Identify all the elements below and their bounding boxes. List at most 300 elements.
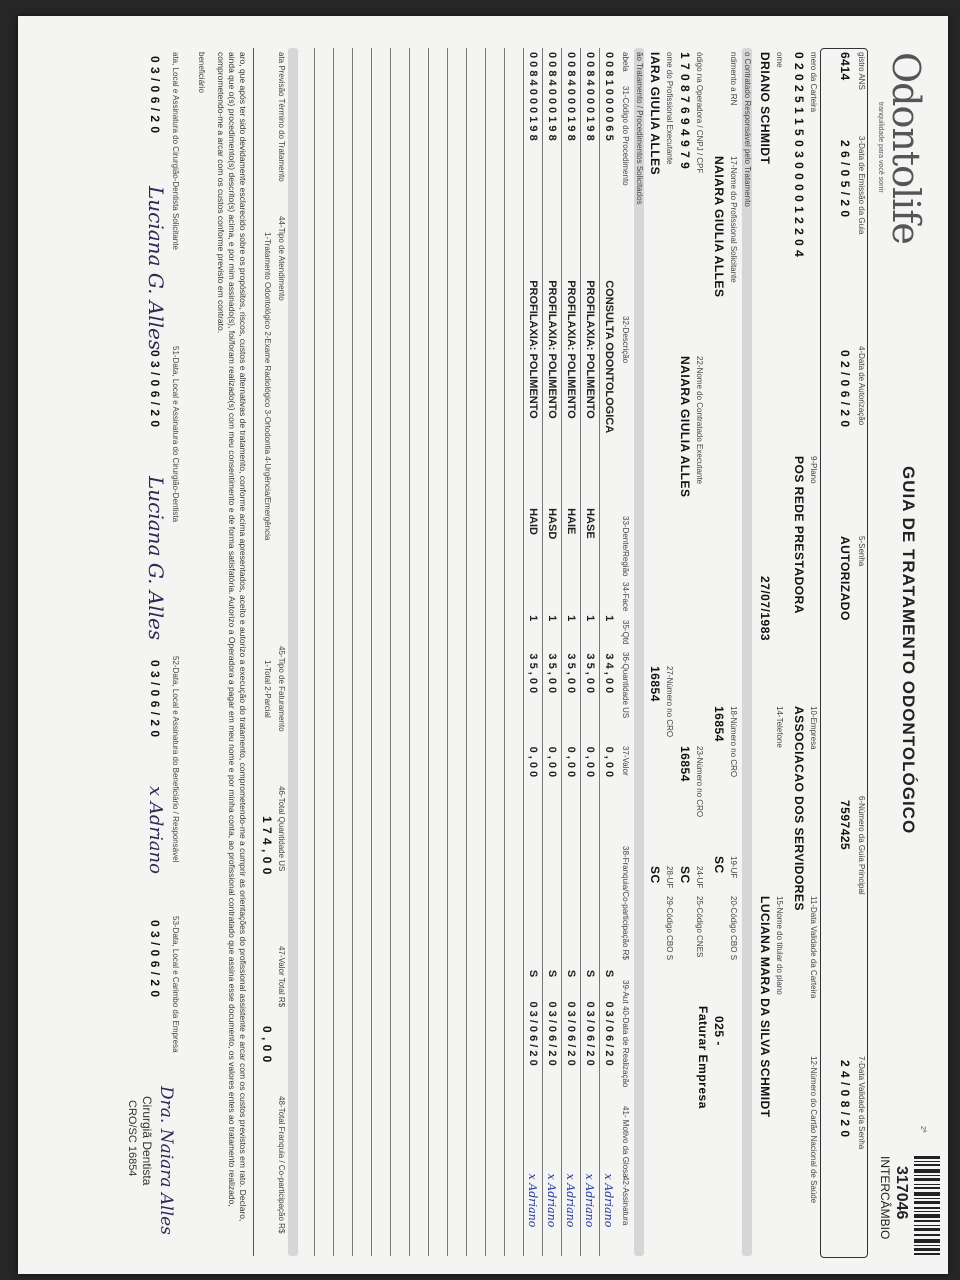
cell-qty [448,611,467,649]
cell-desc [353,276,372,504]
cell-face [524,572,543,611]
cell-date [467,997,486,1100]
cell-code: 0 0 8 4 0 0 0 1 9 8 [562,48,581,276]
empty-row [410,48,429,1256]
cell-code [486,48,505,276]
benef-label: beneficiário [197,52,206,93]
uf3-value: SC [648,866,662,884]
cell-qty [429,611,448,649]
cell-value: 0 , 0 0 [543,743,562,842]
auth-date-value: 0 2 / 0 6 / 2 0 [838,350,852,428]
plan-value: POS REDE PRESTADORA [792,456,806,614]
cell-code: 0 0 8 1 0 0 0 0 6 5 [600,48,619,276]
cell-date [410,997,429,1100]
copart-total-label: 48-Total Franquia / Co-participação R$ [277,1096,286,1234]
password-value: AUTORIZADO [838,536,852,621]
cell-sign [448,1170,467,1256]
holder-label: 15-Nome do titular do plano [775,896,784,995]
scanned-sheet [18,16,948,1274]
table-row [562,48,581,1256]
cell-date [429,997,448,1100]
cell-face [562,572,581,611]
cell-value [448,743,467,842]
uf-value: SC [712,856,726,874]
stamp-title: Cirurgiã Dentista [140,1096,154,1186]
cell-qty [486,611,505,649]
plan-label: 9-Plano [809,456,818,484]
cell-copart [429,841,448,965]
cell-aut [391,966,410,998]
cell-date [372,997,391,1100]
validity-value: 2 4 / 0 8 / 2 0 [838,1060,852,1138]
cell-us [353,649,372,742]
cell-date [448,997,467,1100]
cell-us [315,649,334,742]
cell-us: 3 4 , 0 0 [600,649,619,742]
cbo-label: 20-Código CBO S [729,896,738,961]
cell-face [429,572,448,611]
main-guide-value: 7597425 [838,800,852,851]
uf-label: 19-UF [729,856,738,879]
totals-band [288,48,298,1256]
cell-glosa [486,1101,505,1170]
value-total-label: 47-Valor Total R$ [277,946,286,1008]
name-label: ome [775,52,784,68]
cell-aut: S [524,966,543,998]
stamp-cro: CRO/SC 16854 [126,1100,138,1177]
sig1-label: ata, Local e Assinatura do Cirurgião-Dentista Solicitante [171,52,180,250]
cell-code [334,48,353,276]
empty-row [467,48,486,1256]
cro3-label: 27-Número no CRO [665,666,674,738]
cell-qty [505,611,524,649]
col-date: 40-Data de Realização [621,1006,630,1088]
cell-qty: 1 [600,611,619,649]
card-value: 0 2 0 2 5 1 1 5 0 3 0 0 0 0 1 2 2 0 4 [792,52,806,258]
cell-copart [581,841,600,965]
cell-value [334,743,353,842]
dental-treatment-guide [18,16,948,1274]
cnes-label: 25-Código CNES [695,896,704,958]
procedures-section-label: ão Tratamento / Procedimentos Solicitados [635,52,644,205]
cell-code [315,48,334,276]
cell-copart [372,841,391,965]
table-row [600,48,619,1256]
company-value: ASSOCIACAO DOS SERVIDORES [792,706,806,911]
divider [253,48,254,1256]
procedures-table [314,48,618,1256]
cell-value: 0 , 0 0 [562,743,581,842]
cell-value: 0 , 0 0 [581,743,600,842]
cell-code [372,48,391,276]
sig3-date: 0 3 / 0 6 / 2 0 [148,660,162,738]
cell-value [505,743,524,842]
cell-code: 0 0 8 4 0 0 0 1 9 8 [524,48,543,276]
cell-us [429,649,448,742]
sig4-label: 53-Data, Local e Carimbo da Empresa [171,916,180,1053]
cell-date: 0 3 / 0 6 / 2 0 [581,997,600,1100]
cell-us [505,649,524,742]
cell-desc [334,276,353,504]
empty-row [391,48,410,1256]
table-row [581,48,600,1256]
cell-sign [334,1170,353,1256]
cell-us [334,649,353,742]
cell-sign [505,1170,524,1256]
cell-value [315,743,334,842]
ans-label: gistro ANS [857,52,866,90]
cell-date: 0 3 / 0 6 / 2 0 [543,997,562,1100]
cell-face [486,572,505,611]
procedures-band [634,48,644,1256]
cell-glosa [334,1101,353,1170]
cell-copart [486,841,505,965]
cell-value [486,743,505,842]
cell-copart [524,841,543,965]
cell-glosa [410,1101,429,1170]
col-face: 34-Face [621,582,630,612]
cell-desc [372,276,391,504]
exec-label: ome do Profissional Executante [665,52,674,165]
empty-row [353,48,372,1256]
cell-glosa [372,1101,391,1170]
col-code: 31-Código do Procedimento [621,86,630,186]
cell-us [391,649,410,742]
cell-value: 0 , 0 0 [524,743,543,842]
cell-desc [429,276,448,504]
cell-us [467,649,486,742]
cell-aut: S [543,966,562,998]
cell-aut [334,966,353,998]
cell-date [486,997,505,1100]
cell-glosa [600,1101,619,1170]
cell-aut: S [581,966,600,998]
attend-label: 44-Tipo de Atendimento [277,216,286,301]
cell-qty: 1 [543,611,562,649]
validity-label: 7-Data Validade da Senha [857,1056,866,1150]
cell-face [353,572,372,611]
sig2-signature: Luciana G. Alles [144,476,168,641]
cell-sign: x Adriano [581,1170,600,1256]
cell-qty [372,611,391,649]
cell-us: 3 5 , 0 0 [543,649,562,742]
cell-code [467,48,486,276]
cro3-value: 16854 [648,666,662,702]
cell-date [334,997,353,1100]
cell-face [467,572,486,611]
cell-tooth [467,504,486,572]
uf2-label: 24-UF [695,866,704,889]
section-band [742,48,752,1256]
cell-qty [467,611,486,649]
cell-sign: x Adriano [562,1170,581,1256]
uf3-label: 28-UF [665,866,674,889]
cell-value [372,743,391,842]
company-label: 10-Empresa [809,706,818,750]
cell-date: 0 3 / 0 6 / 2 0 [524,997,543,1100]
cell-us: 3 5 , 0 0 [581,649,600,742]
responsible-label: o Contratado Responsável pelo Tratamento [743,52,752,207]
empty-row [315,48,334,1256]
sig2-date: 0 3 / 0 6 / 2 0 [148,350,162,428]
logo-tagline: tranquilidade para você sorrir [877,102,884,193]
cell-desc [467,276,486,504]
cell-value [429,743,448,842]
cell-glosa [524,1101,543,1170]
cell-aut [448,966,467,998]
cell-copart [562,841,581,965]
name-value: DRIANO SCHMIDT [758,52,772,165]
rn-label: ndimento a RN [729,52,738,106]
odontolife-logo: Odontolife [884,52,928,244]
intercambio-label: INTERCÂMBIO [878,1156,892,1240]
cell-face [448,572,467,611]
cell-qty [410,611,429,649]
cell-sign [410,1170,429,1256]
attend-options: 1-Tratamento Odontológico 2-Exame Radiológico 3-Ortodontia 4-Urgência/Emergência [263,232,272,541]
cell-date [505,997,524,1100]
cell-face [600,572,619,611]
contracted-value: NAIARA GIULIA ALLES [678,356,692,498]
cell-tooth [448,504,467,572]
cell-face [410,572,429,611]
cell-us: 3 5 , 0 0 [562,649,581,742]
cro2-label: 23-Número no CRO [695,746,704,818]
table-row [543,48,562,1256]
cell-face [391,572,410,611]
password-label: 5-Senha [857,536,866,567]
cell-date: 0 3 / 0 6 / 2 0 [562,997,581,1100]
col-value: 37-Valor [621,746,630,776]
cell-value: 0 , 0 0 [600,743,619,842]
cell-desc [391,276,410,504]
ans-value: 6414 [838,52,852,81]
cell-tooth [410,504,429,572]
cell-sign [315,1170,334,1256]
cell-date [391,997,410,1100]
cell-aut: S [600,966,619,998]
cell-desc: PROFILAXIA: POLIMENTO [524,276,543,504]
col-tooth: 33-Dente/Região [621,516,630,577]
empty-row [372,48,391,1256]
cell-aut [429,966,448,998]
term-label: ata Previsão Término do Tratamento [277,52,286,182]
cell-glosa [353,1101,372,1170]
cell-glosa [505,1101,524,1170]
cell-aut [486,966,505,998]
cell-tooth [315,504,334,572]
cell-face [581,572,600,611]
cell-copart [391,841,410,965]
contracted-label: 22-Nome do Contratado Executante [695,356,704,485]
cell-desc: PROFILAXIA: POLIMENTO [581,276,600,504]
cbo3-label: 29-Código CBO S [665,896,674,961]
cell-sign [353,1170,372,1256]
cell-us [486,649,505,742]
cell-qty [391,611,410,649]
col-sign: 42-Assinatura [621,1176,630,1226]
cell-value [410,743,429,842]
cell-glosa [448,1101,467,1170]
cell-face [334,572,353,611]
cell-us [410,649,429,742]
declaration-text: aro, que após ter sido devidamente esclarecido sobre os propósitos, riscos, custos e alternativas de tratamento, conforme acima apresentados, aceito e autorizo a execução do tratamento, comprometendo-me a cumprir as orientações do profissional assistente e arcar com os custos previstos em rato. Declaro, ainda que o(s) procedimento(s) descrito(s) acima, e por mim assinado(s), foi/foram realizado(s) com meu consentimento e de forma satisfatória. Autorizo a Operadora a pagar em meu nome e por minha conta, ao profissional contratado que assina esse documento, os valores entes ao tratamento realizado, comprometendo-me a arcar com os custos conforme previsto em contrato. [216,52,248,1222]
cell-copart [353,841,372,965]
cell-aut [372,966,391,998]
sig2-label: 51-Data, Local e Assinatura do Cirurgião-Dentista [171,346,180,523]
cell-qty [315,611,334,649]
cell-face [372,572,391,611]
cell-copart [600,841,619,965]
col-glosa: 41- Motivo da Glosa [621,1106,630,1178]
billing-label: 45-Tipo de Faturamento [277,646,286,732]
card-label: mero da Carteira [809,52,818,113]
card-validity-label: 11-Data Validade da Carteira [809,896,818,999]
us-total-label: 46-Total Quantidade US [277,786,286,872]
cell-qty [353,611,372,649]
stamp-name: Dra. Naiara Alles [156,1086,176,1235]
cell-code [353,48,372,276]
cell-tooth [505,504,524,572]
cell-desc [486,276,505,504]
cell-date [353,997,372,1100]
page-number: 2ª [919,1126,926,1133]
phone-label: 14-Telefone [775,706,784,748]
cell-tooth: HASD [543,504,562,572]
guide-number: 317046 [893,1166,910,1220]
sig1-date: 0 3 / 0 6 / 2 0 [148,56,162,134]
cell-code [391,48,410,276]
cell-face [315,572,334,611]
cell-copart [543,841,562,965]
holder-value: LUCIANA MARA DA SILVA SCHMIDT [758,896,772,1118]
exec-value: IARA GIULIA ALLES [648,52,662,176]
cell-date: 0 3 / 0 6 / 2 0 [600,997,619,1100]
operator-code-label: ódigo na Operadora / CNPJ / CPF [695,52,704,174]
cell-us [448,649,467,742]
cell-sign: x Adriano [524,1170,543,1256]
cell-value [467,743,486,842]
sus-label: 12-Número do Cartão Nacional de Saúde [809,1056,818,1204]
sig3-label: 52-Data, Local e Assinatura do Beneficiário / Responsável [171,656,180,863]
cell-tooth: HASE [581,504,600,572]
cell-copart [467,841,486,965]
cell-tooth: HAID [524,504,543,572]
sig1-signature: Luciana G. Alles [144,186,168,351]
col-copart: 38-Franquia/Co-participação R$ [621,846,630,960]
cell-code [429,48,448,276]
cell-tooth [486,504,505,572]
cell-qty: 1 [562,611,581,649]
cell-sign [467,1170,486,1256]
cell-aut [315,966,334,998]
cell-code: 0 0 8 4 0 0 0 1 9 8 [581,48,600,276]
cell-tooth [334,504,353,572]
col-qty: 35-Qtd [621,620,630,645]
cell-aut [410,966,429,998]
cell-sign [372,1170,391,1256]
cell-code [410,48,429,276]
billing-options: 1-Total 2-Parcial [263,660,272,718]
cell-sign [429,1170,448,1256]
auth-date-label: 4-Data de Autorização [857,346,866,426]
cell-copart [410,841,429,965]
cell-desc: PROFILAXIA: POLIMENTO [562,276,581,504]
prof-sol-value: NAIARA GIULIA ALLES [712,156,726,298]
cell-tooth [372,504,391,572]
cell-tooth: HAIE [562,504,581,572]
cell-tooth [429,504,448,572]
cell-qty: 1 [524,611,543,649]
col-desc: 32-Descrição [621,316,630,364]
issue-date-label: 3-Data de Emissão da Guia [857,136,866,235]
cell-glosa [315,1101,334,1170]
cell-copart [315,841,334,965]
cell-face [505,572,524,611]
cell-value [391,743,410,842]
cell-code [505,48,524,276]
cell-code: 0 0 8 4 0 0 0 1 9 8 [543,48,562,276]
cell-desc [448,276,467,504]
faturar-value: Faturar Empresa [696,1006,710,1109]
cell-aut [353,966,372,998]
table-row [524,48,543,1256]
cell-date [315,997,334,1100]
cell-copart [334,841,353,965]
cell-qty [334,611,353,649]
sig3-signature: x Adriano [145,786,166,874]
cell-tooth [600,504,619,572]
cell-value [353,743,372,842]
cell-sign: x Adriano [543,1170,562,1256]
us-total-value: 1 7 4 , 0 0 [260,816,274,875]
form-title: GUIA DE TRATAMENTO ODONTOLÓGICO [899,466,918,835]
cell-glosa [562,1101,581,1170]
cell-copart [448,841,467,965]
cell-copart [505,841,524,965]
empty-row [429,48,448,1256]
empty-row [448,48,467,1256]
uf2-value: SC [678,866,692,884]
cell-aut: S [562,966,581,998]
cell-us: 3 5 , 0 0 [524,649,543,742]
cell-sign [486,1170,505,1256]
cell-glosa [467,1101,486,1170]
empty-row [505,48,524,1256]
cro-value: 16854 [712,706,726,742]
value-total-value: 0 , 0 0 [260,1026,274,1063]
prof-sol-label: 17-Nome do Profissional Solicitante [729,156,738,283]
cell-sign [391,1170,410,1256]
cell-glosa [543,1101,562,1170]
main-guide-label: 6-Número da Guia Principal [857,796,866,895]
cell-desc [315,276,334,504]
barcode-icon [914,1156,940,1256]
cell-desc: CONSULTA ODONTOLOGICA [600,276,619,504]
cell-face [543,572,562,611]
cell-desc [505,276,524,504]
cell-sign: x Adriano [600,1170,619,1256]
cell-glosa [429,1101,448,1170]
cbo-value: 025 - [712,1016,726,1046]
cell-us [372,649,391,742]
issue-date-value: 2 6 / 0 5 / 2 0 [838,140,852,218]
col-us: 36-Quantidade US [621,652,630,719]
empty-row [486,48,505,1256]
birth-value: 27/07/1983 [758,576,772,642]
cell-desc [410,276,429,504]
cell-qty: 1 [581,611,600,649]
